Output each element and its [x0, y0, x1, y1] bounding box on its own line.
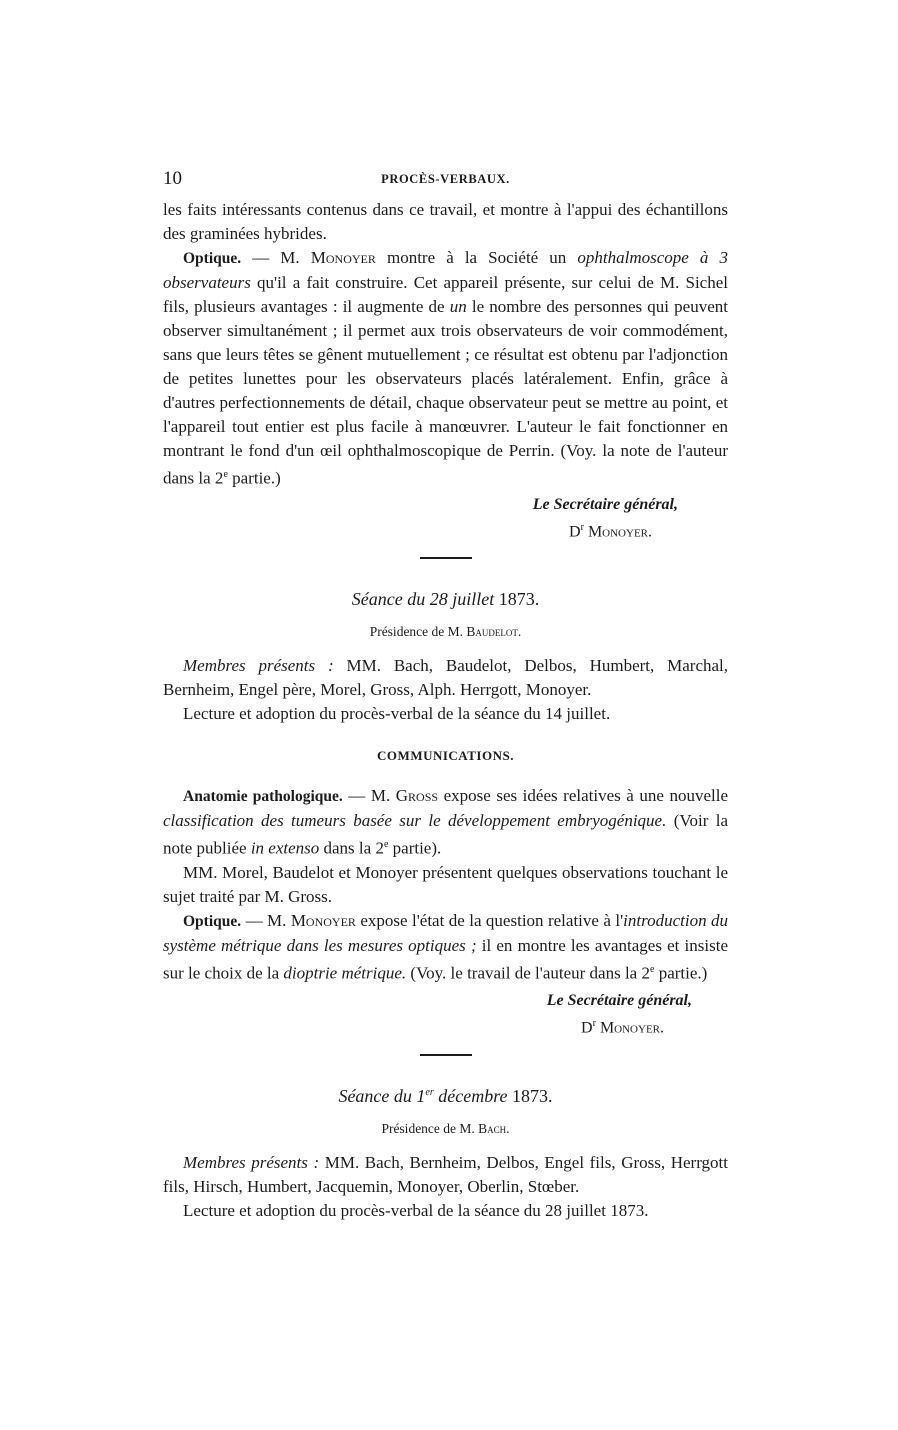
dash-text: — M.	[241, 248, 311, 267]
secretary-name: Monoyer.	[599, 1019, 664, 1037]
members-paragraph-1	[163, 654, 728, 702]
session-date-month: décembre	[433, 1085, 508, 1106]
rubric-optique: Optique.	[183, 250, 242, 267]
session-date: Séance du 28 juillet	[351, 588, 495, 609]
signature-block-2	[163, 989, 728, 1039]
italic-term: ophthalmoscope à 3 observateurs	[163, 248, 728, 292]
page-number: 10	[163, 168, 182, 189]
intro-text: les faits intéressants contenus dans ce travail, et montre à l'appui des échantillons des graminées hybrides.	[163, 200, 728, 243]
session-date	[338, 1086, 507, 1106]
members-label: Membres présents :	[183, 655, 334, 675]
dr-abbrev: D	[569, 522, 581, 540]
dr-abbrev: D	[581, 1019, 593, 1037]
session-heading-2	[163, 1086, 728, 1107]
optique-paragraph-1	[163, 246, 728, 491]
document-page	[163, 168, 728, 1223]
signature-block-1	[163, 493, 728, 543]
session-year: 1873.	[498, 588, 540, 609]
paragraph-text: dans la 2	[319, 838, 384, 858]
presidency-1	[163, 624, 728, 640]
dash-text: — M.	[342, 785, 396, 805]
italic-term: un	[449, 297, 467, 316]
signature-title: Le Secrétaire général,	[546, 992, 692, 1010]
superscript: er	[425, 1086, 434, 1098]
italic-term: introduction du système métrique dans les mesures optiques ;	[163, 910, 728, 955]
paragraph-text: partie).	[388, 838, 442, 858]
signature-name	[163, 1012, 728, 1039]
signature-name	[163, 516, 728, 543]
optique-paragraph-2	[163, 909, 728, 986]
superscript: r	[580, 521, 584, 533]
intro-paragraph	[163, 198, 728, 246]
paragraph-text: qu'il a fait construire. Cet appareil présente, sur celui de M. Sichel fils, plusieurs avantages : il augmente de	[163, 273, 728, 316]
paragraph-text: expose ses idées relatives à une nouvelle	[438, 785, 728, 805]
secretary-name: Monoyer.	[587, 522, 652, 540]
author-name: Monoyer	[310, 248, 376, 267]
president-name: Baudelot.	[466, 623, 522, 639]
paragraph-text: (Voir la note publiée	[163, 810, 728, 858]
author-name: Gross	[395, 785, 439, 805]
superscript: r	[592, 1018, 596, 1030]
members-label: Membres présents :	[183, 1152, 320, 1172]
anatomie-paragraph	[163, 784, 728, 861]
superscript: e	[649, 963, 655, 975]
members-list: MM. Bach, Baudelot, Delbos, Humbert, Marchal, Bernheim, Engel père, Morel, Gross, Alph. Herrgott, Monoyer.	[163, 655, 729, 699]
section-divider	[420, 1054, 472, 1056]
paragraph-text: MM. Morel, Baudelot et Monoyer présentent quelques observations touchant le sujet traité par M. Gross.	[163, 862, 728, 906]
author-name: Monoyer	[290, 910, 356, 930]
paragraph-text: (Voy. le travail de l'auteur dans la 2	[406, 963, 650, 983]
italic-term: in extenso	[250, 838, 320, 858]
italic-term: classification des tumeurs basée sur le développement embryogénique.	[163, 810, 667, 830]
paragraph-text: expose l'état de la question relative à l'	[355, 910, 624, 930]
dash-text: — M.	[241, 910, 291, 930]
superscript: e	[383, 838, 389, 850]
rubric-anatomie: Anatomie pathologique.	[183, 787, 343, 805]
section-divider	[420, 557, 472, 559]
running-header	[163, 168, 728, 190]
session-date-day: Séance du 1	[338, 1085, 426, 1106]
members-paragraph-2	[163, 1151, 728, 1199]
communications-heading: COMMUNICATIONS.	[377, 747, 514, 763]
presidency-label: Présidence de M.	[369, 623, 464, 639]
paragraph-text: le nombre des personnes qui peuvent observer simultanément ; il permet aux trois observateurs de voir commodément, sans que leurs têtes se gênent mutuellement ; ce résultat est obtenu par l'adjonction de petites lunettes pour les observateurs placés latéralement. Enfin, grâce à d'autres perfectionnements de détail, chaque observateur peut se mettre au point, et l'appareil tout entier est plus facile à manœuvrer. L'auteur le fait fonctionner en montrant le fond d'un œil ophthalmoscopique de Perrin. (Voy. la note de l'auteur dans la 2	[163, 297, 728, 488]
paragraph-text: partie.)	[227, 468, 281, 488]
reading-text: Lecture et adoption du procès-verbal de la séance du 28 juillet 1873.	[183, 1200, 649, 1220]
reading-paragraph-1	[163, 702, 728, 726]
paragraph-text: montre à la Société un	[375, 248, 578, 267]
italic-term: dioptrie métrique.	[283, 963, 407, 983]
signature-title: Le Secrétaire général,	[532, 495, 678, 513]
reading-text: Lecture et adoption du procès-verbal de la séance du 14 juillet.	[183, 703, 611, 723]
presidency-2	[163, 1121, 728, 1137]
session-heading-1	[163, 589, 728, 610]
running-title: PROCÈS-VERBAUX.	[381, 172, 510, 186]
members-list: MM. Bach, Bernheim, Delbos, Engel fils, Gross, Herrgott fils, Hirsch, Humbert, Jacquemin, Monoyer, Oberlin, Stœber.	[163, 1152, 728, 1196]
presidency-label: Présidence de M.	[381, 1120, 475, 1136]
superscript: e	[223, 469, 228, 480]
observations-paragraph	[163, 861, 728, 909]
president-name: Bach.	[478, 1120, 510, 1136]
paragraph-text: il en montre les avantages et insiste sur le choix de la	[163, 935, 728, 983]
session-year: 1873.	[512, 1085, 553, 1106]
paragraph-text: partie.)	[654, 963, 708, 983]
reading-paragraph-2	[163, 1199, 728, 1223]
rubric-optique: Optique.	[183, 912, 242, 930]
